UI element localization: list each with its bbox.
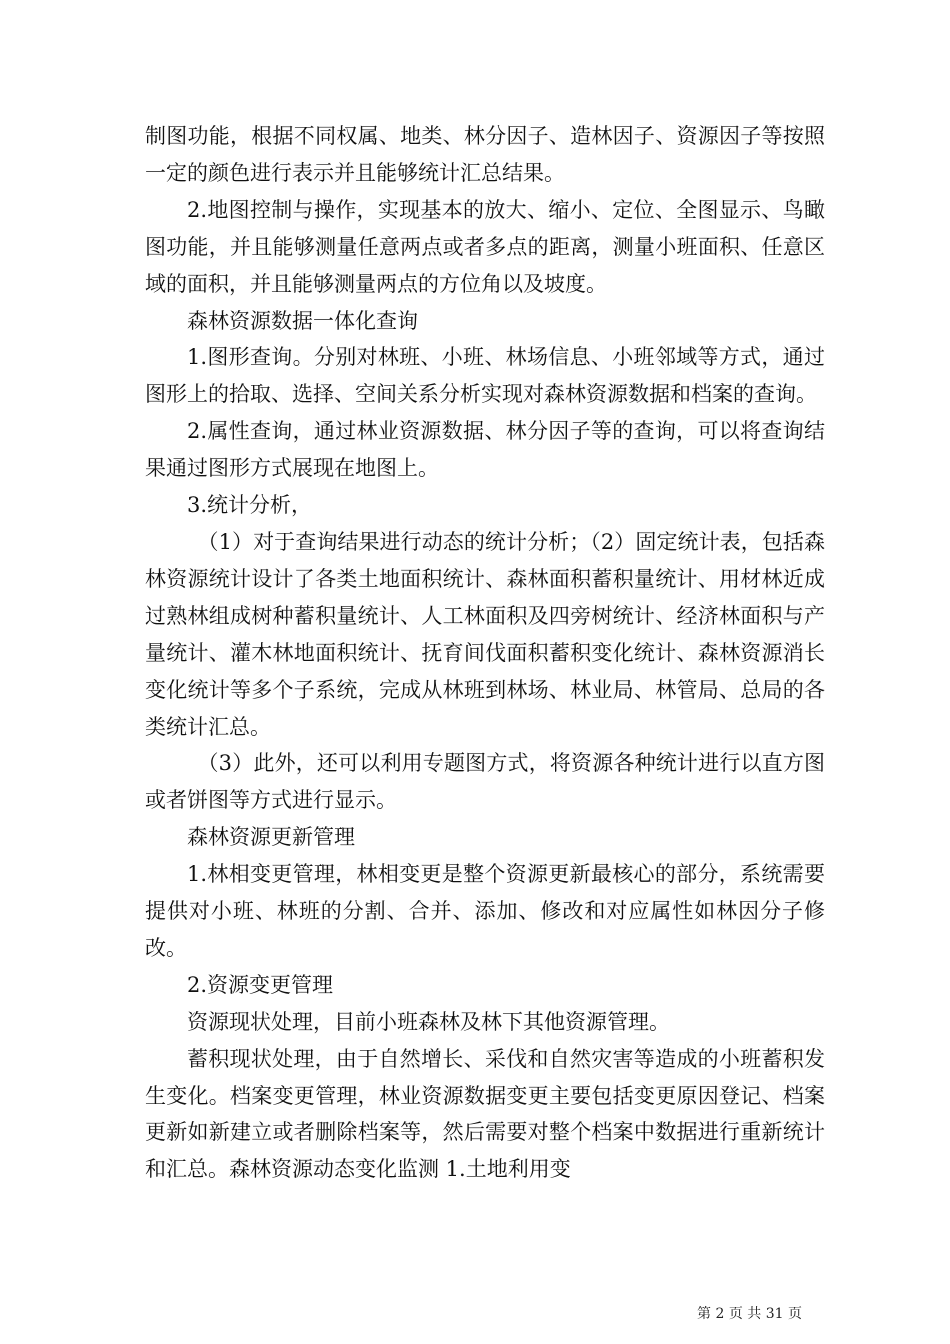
- paragraph-statistics-details: （1）对于查询结果进行动态的统计分析；（2）固定统计表，包括森林资源统计设计了各类土地面积统计、森林面积蓄积量统计、用材林近成过熟林组成树种蓄积量统计、人工林面积及四旁树统计、经济林面积与产量统计、灌木林地面积统计、抚育间伐面积蓄积变化统计、森林资源消长变化统计等多个子系统，完成从林班到林场、林业局、林管局、总局的各类统计汇总。: [145, 529, 825, 739]
- paragraph-resource-change: 2.资源变更管理: [187, 972, 334, 997]
- page-number: 第 2 页 共 31 页: [697, 1306, 802, 1322]
- paragraph-thematic-map: （3）此外，还可以利用专题图方式，将资源各种统计进行以直方图或者饼图等方式进行显示。: [145, 751, 825, 813]
- paragraph-continuation: 制图功能，根据不同权属、地类、林分因子、造林因子、资源因子等按照一定的颜色进行表示并且能够统计汇总结果。: [145, 124, 825, 185]
- paragraph-volume-processing: 蓄积现状处理，由于自然增长、采伐和自然灾害等造成的小班蓄积发生变化。档案变更管理，林业资源数据变更主要包括变更原因登记、档案更新如新建立或者删除档案等，然后需要对整个档案中数据进行重新统计和汇总。森林资源动态变化监测 1.土地利用变: [145, 1046, 825, 1182]
- paragraph-stand-change: 1.林相变更管理，林相变更是整个资源更新最核心的部分，系统需要提供对小班、林班的分割、合并、添加、修改和对应属性如林因分子修改。: [145, 862, 825, 960]
- paragraph-map-control: 2.地图控制与操作，实现基本的放大、缩小、定位、全图显示、鸟瞰图功能，并且能够测量任意两点或者多点的距离，测量小班面积、任意区域的面积，并且能够测量两点的方位角以及坡度。: [145, 197, 825, 296]
- section-heading-update: 森林资源更新管理: [187, 825, 355, 850]
- body-text: [145, 118, 825, 1188]
- paragraph-statistics: 3.统计分析，: [187, 493, 313, 518]
- paragraph-status-processing: 资源现状处理，目前小班森林及林下其他资源管理。: [187, 1009, 670, 1034]
- paragraph-graphic-query: 1.图形查询。分别对林班、小班、林场信息、小班邻域等方式，通过图形上的拾取、选择、空间关系分析实现对森林资源数据和档案的查询。: [145, 345, 825, 407]
- paragraph-attribute-query: 2.属性查询，通过林业资源数据、林分因子等的查询，可以将查询结果通过图形方式展现在地图上。: [145, 419, 825, 481]
- section-heading-query: 森林资源数据一体化查询: [187, 308, 418, 333]
